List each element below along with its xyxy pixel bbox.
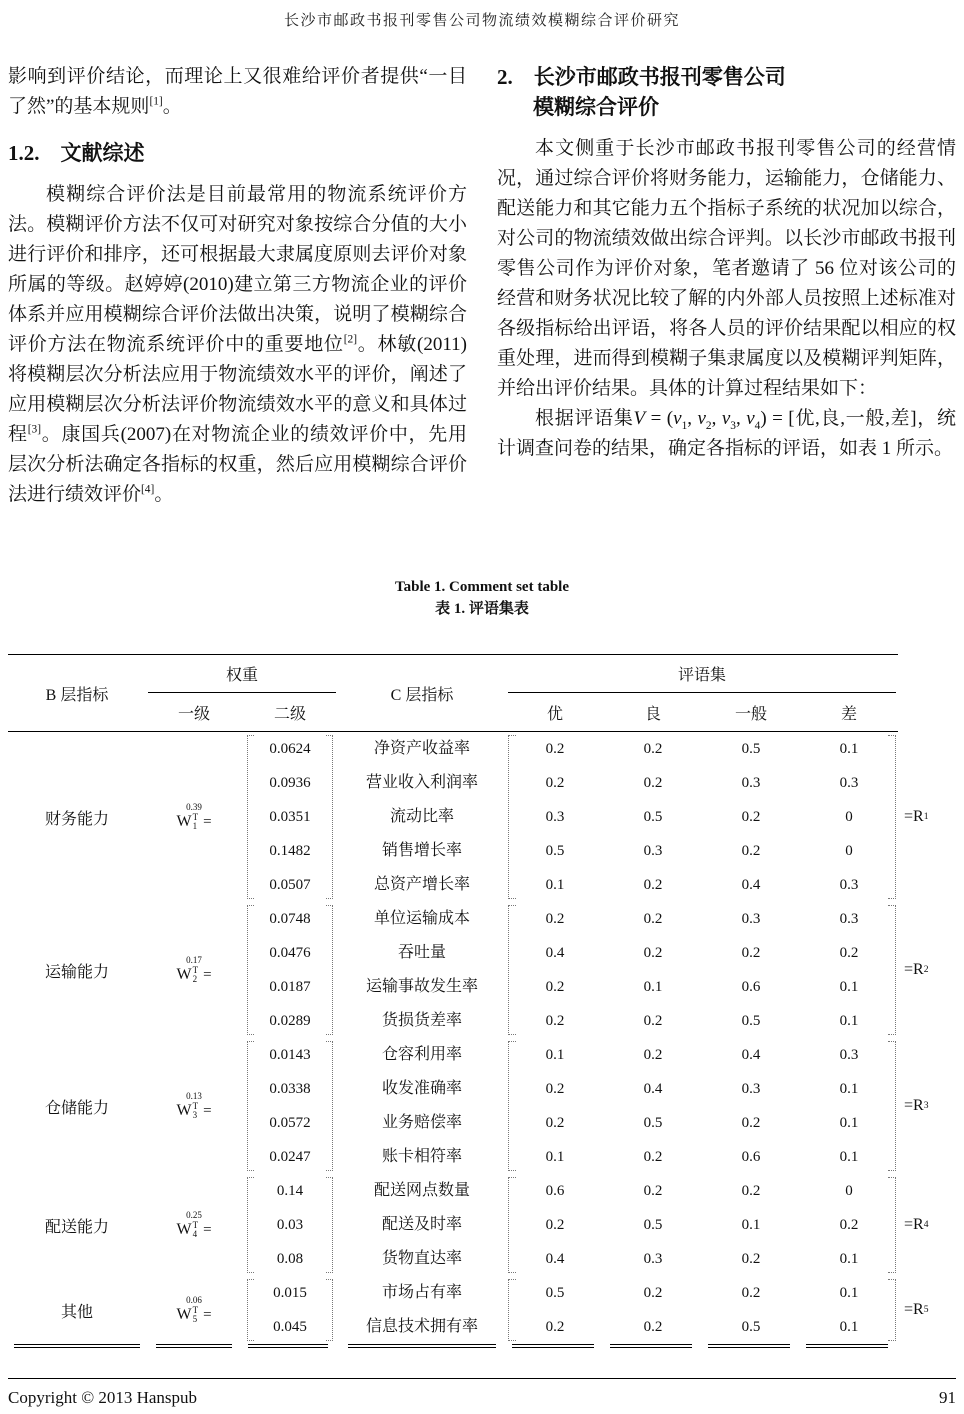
comment-value: 0.1 [839, 1285, 859, 1301]
header-comment-set: 评语集 [508, 655, 896, 693]
comment-value: 0.2 [545, 1217, 565, 1233]
result-matrix-label: =R 1 [904, 808, 929, 825]
w-symbol: W [176, 813, 192, 830]
comment-matrix-row [506, 1106, 898, 1140]
result-symbol: =R [904, 808, 924, 825]
b-indicator-name: 财务能力 [44, 810, 109, 828]
equals-sign: = [203, 813, 212, 830]
header-weight-first-level: 一级 [177, 705, 210, 723]
vector-index: 1 [192, 821, 198, 831]
header-weight-second-level: 二级 [273, 705, 306, 723]
table-header [8, 654, 956, 732]
c-indicator-list [338, 732, 506, 902]
table-group-3 [8, 1038, 956, 1174]
comment-value: 0.3 [741, 911, 761, 927]
comment-matrix-row [506, 1072, 898, 1106]
comment-value: 0.2 [741, 1251, 761, 1267]
comment-value: 0.5 [545, 1285, 565, 1301]
comment-value: 0.2 [545, 1319, 565, 1335]
comment-value: 0.1 [839, 1081, 859, 1097]
result-matrix-label: =R 2 [904, 961, 929, 978]
page-footer [8, 1378, 956, 1408]
comment-value: 0.2 [741, 1115, 761, 1131]
equals-sign: = [203, 1306, 212, 1323]
c-indicator-list [338, 902, 506, 1038]
c-indicator-name: 营业收入利润率 [365, 774, 478, 791]
c-indicator-name: 单位运输成本 [373, 910, 470, 927]
comment-value: 0.1 [839, 979, 859, 995]
right-column [497, 62, 956, 464]
running-head: 长沙市邮政书报刊零售公司物流绩效模糊综合评价研究 [283, 13, 680, 29]
comment-value: 0.5 [741, 1013, 761, 1029]
weight-value: 0.0572 [269, 1115, 311, 1131]
comment-value: 0.3 [643, 1251, 663, 1267]
comment-value: 0.5 [741, 1319, 761, 1335]
comment-value: 0 [845, 1183, 853, 1199]
comment-matrix-row [506, 732, 898, 766]
header-b-level: B 层指标 [45, 686, 109, 704]
b-indicator-name: 运输能力 [44, 963, 109, 981]
header-comment-poor: 差 [840, 705, 857, 723]
bottom-rule-segment [610, 1344, 692, 1348]
c-indicator-list [338, 1038, 506, 1174]
c-indicator-name: 配送及时率 [381, 1216, 462, 1233]
comment-value: 0.2 [839, 945, 859, 961]
vector-index: 2 [192, 974, 198, 984]
result-symbol: =R [904, 1216, 924, 1233]
comment-value: 0.2 [643, 1149, 663, 1165]
comment-value: 0.4 [545, 1251, 565, 1267]
weight-value: 0.14 [276, 1183, 304, 1199]
bottom-rule-segment [248, 1344, 328, 1348]
w-symbol: W [176, 1102, 192, 1119]
weight-vector-label [146, 902, 242, 1038]
comment-value: 0.3 [839, 775, 859, 791]
comment-value: 0.5 [643, 1115, 663, 1131]
comment-value: 0.2 [741, 809, 761, 825]
weight-value: 0.015 [273, 1285, 307, 1301]
result-symbol: =R [904, 1097, 924, 1114]
table-caption-chinese: 表 1. 评语集表 [435, 601, 529, 617]
comment-value: 0.1 [839, 1251, 859, 1267]
weight-coefficient: 0.06 [186, 1295, 202, 1305]
section-heading-evaluation [497, 62, 956, 122]
result-matrix-label: =R 4 [904, 1216, 929, 1233]
weight-value: 0.0187 [269, 979, 311, 995]
comment-value: 0.3 [545, 809, 565, 825]
comment-value: 0.2 [643, 1183, 663, 1199]
comment-matrix-row [506, 766, 898, 800]
transpose-symbol: T [192, 1305, 199, 1315]
comment-matrix [506, 1038, 898, 1174]
comment-value: 0.2 [545, 1013, 565, 1029]
comment-value: 0.2 [643, 1047, 663, 1063]
weight-vector-label [146, 1276, 242, 1344]
intro-paragraph: 影响到评价结论，而理论上又很难给评价者提供“一目了然”的基本规则[1]。 [8, 66, 467, 117]
copyright-text: Copyright © 2013 Hanspub [8, 1388, 198, 1407]
c-indicator-name: 流动比率 [389, 808, 454, 825]
comment-matrix [506, 1276, 898, 1344]
vector-index: 4 [192, 1229, 198, 1239]
weight-vector-label [146, 1038, 242, 1174]
comment-value: 0.1 [839, 741, 859, 757]
section-heading-line1: 2. 长沙市邮政书报刊零售公司 [497, 65, 786, 89]
weight-vector-symbol [176, 1092, 211, 1120]
formula-paragraph: 根据评语集$V = (v_1$, $v_2$, $v_3$, $v_4$) = [优,良,一般,差]，统计调查问卷的结果，确定各指标的评语，如表 1 所示。 [497, 408, 957, 459]
weight-vector-symbol [176, 1296, 211, 1324]
comment-set-table [8, 654, 956, 1350]
bottom-rule-segment [348, 1344, 496, 1348]
comment-value: 0 [845, 809, 853, 825]
comment-value: 0.2 [545, 911, 565, 927]
weight-matrix [242, 902, 338, 1038]
comment-value: 0.2 [839, 1217, 859, 1233]
weight-vector-symbol [176, 1211, 211, 1239]
comment-value: 0.3 [839, 1047, 859, 1063]
comment-matrix [506, 1174, 898, 1276]
weight-value: 0.045 [273, 1319, 307, 1335]
evaluation-paragraph: 本文侧重于长沙市邮政书报刊零售公司的经营情况，通过综合评价将财务能力，运输能力，仓储能力、配送能力和其它能力五个指标子系统的状况加以综合，对公司的物流绩效做出综合评判。以长沙市邮政书报刊零售公司作为评价对象，笔者邀请了 56 位对该公司的经营和财务状况比较了解的内外部人员按照上述标准对各级指标给出评语，将各人员的评价结果配以相应的权重处理，进而得到模糊子集隶属度以及模糊评判矩阵，并给出评价结果。具体的计算过程结果如下： [497, 138, 956, 399]
comment-matrix-row [506, 1140, 898, 1174]
page-number: 91 [939, 1388, 956, 1407]
header-comment-group [506, 655, 898, 731]
weight-matrix [242, 1276, 338, 1344]
bottom-rule-segment [512, 1344, 594, 1348]
weight-value: 0.0507 [269, 877, 311, 893]
weight-vector-label [146, 732, 242, 902]
b-indicator-name: 其他 [60, 1303, 93, 1321]
comment-value: 0.1 [643, 979, 663, 995]
comment-value: 0.2 [643, 877, 663, 893]
result-symbol: =R [904, 1301, 924, 1318]
comment-value: 0.2 [741, 1183, 761, 1199]
comment-value: 0 [845, 843, 853, 859]
result-matrix-label: =R 5 [904, 1301, 929, 1318]
comment-value: 0.6 [741, 1149, 761, 1165]
comment-value: 0.5 [545, 843, 565, 859]
comment-value: 0.2 [643, 1319, 663, 1335]
comment-matrix-row [506, 1004, 898, 1038]
table-caption [8, 576, 956, 620]
c-indicator-name: 净资产收益率 [373, 740, 470, 757]
bottom-rule-segment [156, 1344, 232, 1348]
comment-matrix-row [506, 1174, 898, 1208]
comment-matrix-row [506, 800, 898, 834]
comment-value: 0.3 [741, 1081, 761, 1097]
comment-value: 0.4 [643, 1081, 663, 1097]
vector-index: 5 [192, 1314, 198, 1324]
w-symbol: W [176, 966, 192, 983]
section-heading-line2: 模糊综合评价 [533, 95, 659, 119]
c-indicator-name: 市场占有率 [381, 1284, 462, 1301]
comment-value: 0.1 [545, 1149, 565, 1165]
table-group-2 [8, 902, 956, 1038]
header-weight: 权重 [148, 655, 336, 693]
comment-value: 0.4 [545, 945, 565, 961]
table-bottom-rule [8, 1344, 956, 1350]
vector-index: 3 [192, 1110, 198, 1120]
comment-value: 0.6 [741, 979, 761, 995]
comment-value: 0.1 [839, 1013, 859, 1029]
header-comment-excellent: 优 [546, 705, 563, 723]
comment-value: 0.2 [643, 1013, 663, 1029]
weight-coefficient: 0.25 [186, 1210, 202, 1220]
table-group-4 [8, 1174, 956, 1276]
weight-vector-symbol [176, 803, 211, 831]
weight-value: 0.08 [276, 1251, 304, 1267]
weight-value: 0.0748 [269, 911, 311, 927]
weight-matrix [242, 1174, 338, 1276]
comment-matrix-row [506, 1276, 898, 1310]
comment-value: 0.3 [741, 775, 761, 791]
comment-value: 0.2 [545, 1081, 565, 1097]
comment-value: 0.1 [545, 1047, 565, 1063]
c-indicator-name: 账卡相符率 [381, 1148, 462, 1165]
transpose-symbol: T [192, 812, 199, 822]
section-heading-literature-review: 1.2. 文献综述 [8, 141, 145, 165]
w-symbol: W [176, 1306, 192, 1323]
comment-value: 0.4 [741, 1047, 761, 1063]
equals-sign: = [203, 1221, 212, 1238]
weight-value: 0.0143 [269, 1047, 311, 1063]
weight-vector-symbol [176, 956, 211, 984]
comment-value: 0.2 [643, 1285, 663, 1301]
comment-value: 0.2 [643, 741, 663, 757]
comment-matrix [506, 902, 898, 1038]
header-comment-average: 一般 [734, 705, 767, 723]
table-header-result-spacer [898, 654, 956, 732]
comment-value: 0.4 [741, 877, 761, 893]
weight-coefficient: 0.13 [186, 1091, 202, 1101]
comment-value: 0.1 [545, 877, 565, 893]
comment-value: 0.3 [839, 911, 859, 927]
weight-value: 0.0247 [269, 1149, 311, 1165]
bottom-rule-segment [806, 1344, 888, 1348]
result-symbol: =R [904, 961, 924, 978]
c-indicator-name: 吞吐量 [397, 944, 446, 961]
comment-matrix-row [506, 1242, 898, 1276]
comment-value: 0.2 [545, 741, 565, 757]
comment-value: 0.1 [741, 1217, 761, 1233]
c-indicator-name: 业务赔偿率 [381, 1114, 462, 1131]
weight-coefficient: 0.17 [186, 955, 202, 965]
c-indicator-list [338, 1174, 506, 1276]
comment-value: 0.2 [741, 843, 761, 859]
comment-value: 0.1 [839, 1319, 859, 1335]
header-comment-good: 良 [644, 705, 661, 723]
weight-value: 0.0351 [269, 809, 311, 825]
comment-value: 0.2 [643, 945, 663, 961]
comment-matrix-row [506, 1038, 898, 1072]
comment-matrix-row [506, 902, 898, 936]
weight-value: 0.0936 [269, 775, 311, 791]
weight-matrix [242, 732, 338, 902]
comment-matrix-row [506, 1310, 898, 1344]
comment-value: 0.1 [839, 1115, 859, 1131]
comment-value: 0.3 [839, 877, 859, 893]
c-indicator-name: 配送网点数量 [373, 1182, 470, 1199]
b-indicator-name: 配送能力 [44, 1218, 109, 1236]
weight-value: 0.0476 [269, 945, 311, 961]
comment-matrix-row [506, 834, 898, 868]
comment-matrix-row [506, 868, 898, 902]
c-indicator-name: 信息技术拥有率 [365, 1318, 478, 1335]
c-indicator-list [338, 1276, 506, 1344]
c-indicator-name: 运输事故发生率 [365, 978, 478, 995]
comment-value: 0.3 [643, 843, 663, 859]
comment-value: 0.2 [741, 945, 761, 961]
comment-value: 0.5 [643, 809, 663, 825]
weight-value: 0.03 [276, 1217, 304, 1233]
table-group-5 [8, 1276, 956, 1344]
c-indicator-name: 收发准确率 [381, 1080, 462, 1097]
header-weight-group [146, 655, 338, 731]
equals-sign: = [203, 966, 212, 983]
c-indicator-name: 销售增长率 [381, 842, 462, 859]
comment-matrix [506, 732, 898, 902]
literature-review-paragraph: 模糊综合评价法是目前最常用的物流系统评价方法。模糊评价方法不仅可对研究对象按综合分值的大小进行评价和排序，还可根据最大隶属度原则去评价对象所属的等级。赵婷婷(2010)建立第三方物流企业的评价体系并应用模糊综合评价法做出决策，说明了模糊综合评价方法在物流系统评价中的重要地位[2]。林敏(2011)将模糊层次分析法应用于物流绩效水平的评价，阐述了应用模糊层次分析法评价物流绩效水平的意义和具体过程[3]。康国兵(2007)在对物流企业的绩效评价中，先用层次分析法确定各指标的权重，然后应用模糊综合评价法进行绩效评价[4]。 [8, 184, 467, 505]
weight-coefficient: 0.39 [186, 802, 202, 812]
comment-matrix-row [506, 1208, 898, 1242]
table-header-main [8, 654, 898, 732]
header-c-level: C 层指标 [390, 686, 454, 704]
comment-value: 0.2 [741, 1285, 761, 1301]
c-indicator-name: 总资产增长率 [373, 876, 470, 893]
transpose-symbol: T [192, 965, 199, 975]
transpose-symbol: T [192, 1220, 199, 1230]
weight-value: 0.1482 [269, 843, 311, 859]
comment-value: 0.6 [545, 1183, 565, 1199]
comment-value: 0.5 [741, 741, 761, 757]
two-column-body [8, 62, 956, 562]
comment-value: 0.2 [545, 1115, 565, 1131]
weight-value: 0.0289 [269, 1013, 311, 1029]
comment-matrix-row [506, 970, 898, 1004]
comment-value: 0.2 [643, 911, 663, 927]
comment-matrix-row [506, 936, 898, 970]
equals-sign: = [203, 1102, 212, 1119]
comment-value: 0.5 [643, 1217, 663, 1233]
header-weight-levels [146, 693, 338, 731]
comment-value: 0.2 [643, 775, 663, 791]
bottom-rule-segment [14, 1344, 140, 1348]
left-column [8, 62, 467, 510]
weight-value: 0.0338 [269, 1081, 311, 1097]
c-indicator-name: 货物直达率 [381, 1250, 462, 1267]
table-caption-english: Table 1. Comment set table [394, 579, 570, 595]
transpose-symbol: T [192, 1101, 199, 1111]
c-indicator-name: 仓容利用率 [381, 1046, 462, 1063]
table-group-1 [8, 732, 956, 902]
weight-matrix [242, 1038, 338, 1174]
bottom-rule-segment [708, 1344, 790, 1348]
weight-vector-label [146, 1174, 242, 1276]
c-indicator-name: 货损货差率 [381, 1012, 462, 1029]
comment-value: 0.2 [545, 979, 565, 995]
b-indicator-name: 仓储能力 [44, 1099, 109, 1117]
table-body [8, 732, 956, 1344]
result-matrix-label: =R 3 [904, 1097, 929, 1114]
weight-value: 0.0624 [269, 741, 311, 757]
comment-value: 0.1 [839, 1149, 859, 1165]
w-symbol: W [176, 1221, 192, 1238]
header-comment-levels [506, 693, 898, 731]
comment-value: 0.2 [545, 775, 565, 791]
